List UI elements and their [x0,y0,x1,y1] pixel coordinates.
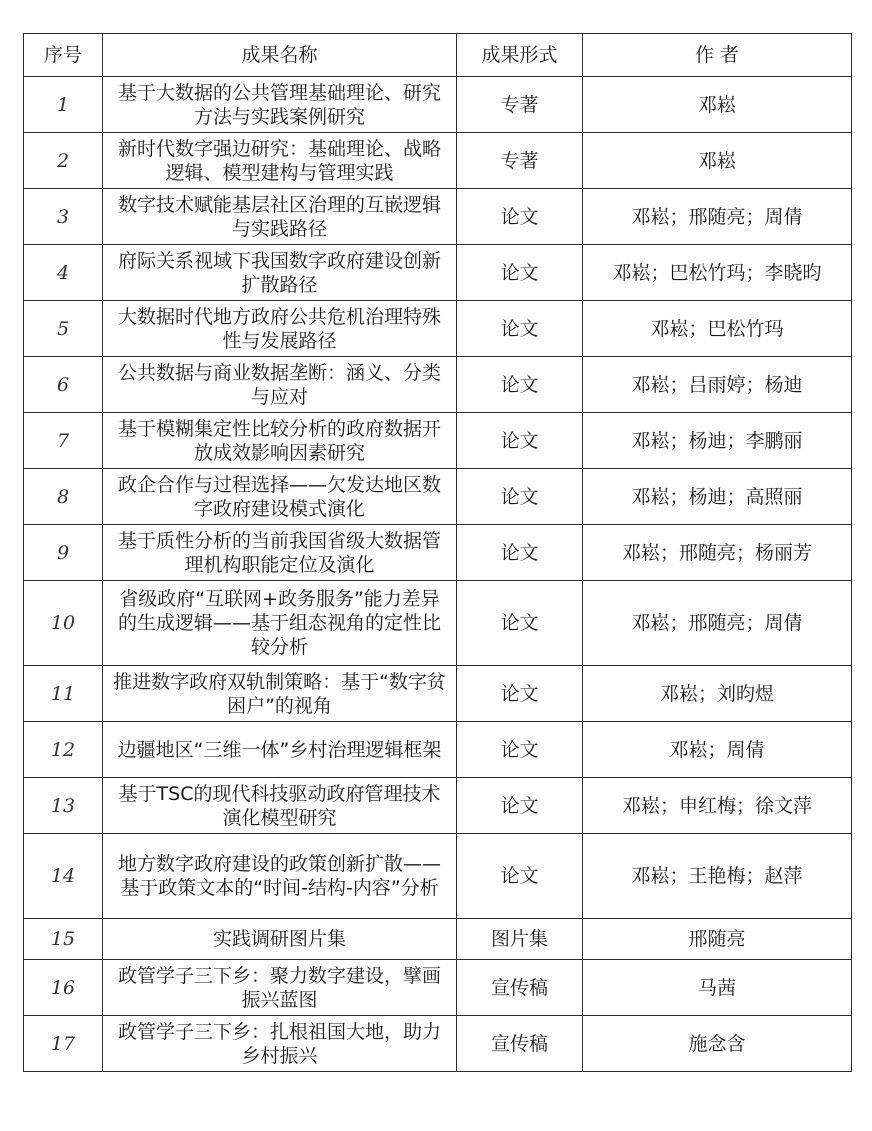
table-row [24,301,852,357]
table-row [24,919,852,960]
row-no: 8 [24,469,103,525]
row-type: 论文 [457,189,583,245]
row-title: 地方数字政府建设的政策创新扩散——基于政策文本的“时间-结构-内容”分析 [103,834,457,919]
row-no: 6 [24,357,103,413]
row-type: 论文 [457,357,583,413]
header-type: 成果形式 [457,34,583,77]
header-no: 序号 [24,34,103,77]
row-author: 邓崧；吕雨婷；杨迪 [583,357,852,413]
table-row [24,189,852,245]
row-no: 15 [24,919,103,960]
row-type: 论文 [457,722,583,778]
row-author: 邓崧；巴松竹玛；李晓昀 [583,245,852,301]
table-row [24,357,852,413]
row-title: 基于质性分析的当前我国省级大数据管理机构职能定位及演化 [103,525,457,581]
row-no: 1 [24,77,103,133]
row-type: 论文 [457,666,583,722]
row-no: 10 [24,581,103,666]
table-row [24,722,852,778]
row-author: 邓崧；杨迪；高照丽 [583,469,852,525]
row-type: 论文 [457,413,583,469]
table-row [24,581,852,666]
row-title: 数字技术赋能基层社区治理的互嵌逻辑与实践路径 [103,189,457,245]
row-title: 政企合作与过程选择——欠发达地区数字政府建设模式演化 [103,469,457,525]
row-type: 论文 [457,245,583,301]
header-title: 成果名称 [103,34,457,77]
row-author: 邓崧；周倩 [583,722,852,778]
row-title: 基于大数据的公共管理基础理论、研究方法与实践案例研究 [103,77,457,133]
row-type: 论文 [457,581,583,666]
row-title: 推进数字政府双轨制策略：基于“数字贫困户”的视角 [103,666,457,722]
row-no: 4 [24,245,103,301]
row-author: 邓崧；申红梅；徐文萍 [583,778,852,834]
row-type: 宣传稿 [457,960,583,1016]
results-table [23,33,852,1072]
row-title: 基于模糊集定性比较分析的政府数据开放成效影响因素研究 [103,413,457,469]
row-no: 11 [24,666,103,722]
row-type: 论文 [457,469,583,525]
row-author: 邓崧；邢随亮；杨丽芳 [583,525,852,581]
header-row [24,34,852,77]
row-title: 新时代数字强边研究：基础理论、战略逻辑、模型建构与管理实践 [103,133,457,189]
row-no: 17 [24,1016,103,1072]
row-type: 专著 [457,77,583,133]
row-title: 政管学子三下乡：聚力数字建设，擘画振兴蓝图 [103,960,457,1016]
row-no: 3 [24,189,103,245]
row-type: 论文 [457,778,583,834]
header-author: 作 者 [583,34,852,77]
row-type: 宣传稿 [457,1016,583,1072]
row-title: 大数据时代地方政府公共危机治理特殊性与发展路径 [103,301,457,357]
row-no: 9 [24,525,103,581]
row-type: 论文 [457,525,583,581]
row-no: 16 [24,960,103,1016]
row-title: 实践调研图片集 [103,919,457,960]
row-author: 马茜 [583,960,852,1016]
row-title: 边疆地区“三维一体”乡村治理逻辑框架 [103,722,457,778]
table-row [24,133,852,189]
row-type: 专著 [457,133,583,189]
row-title: 基于TSC的现代科技驱动政府管理技术演化模型研究 [103,778,457,834]
table-row [24,245,852,301]
row-no: 5 [24,301,103,357]
row-no: 2 [24,133,103,189]
row-title: 府际关系视域下我国数字政府建设创新扩散路径 [103,245,457,301]
row-no: 14 [24,834,103,919]
table-row [24,469,852,525]
row-no: 12 [24,722,103,778]
table-row [24,413,852,469]
row-author: 邓崧 [583,77,852,133]
row-title: 省级政府“互联网+政务服务”能力差异的生成逻辑——基于组态视角的定性比较分析 [103,581,457,666]
row-type: 图片集 [457,919,583,960]
row-title: 公共数据与商业数据垄断：涵义、分类与应对 [103,357,457,413]
table-row [24,960,852,1016]
row-author: 邓崧；邢随亮；周倩 [583,581,852,666]
row-author: 施念含 [583,1016,852,1072]
row-title: 政管学子三下乡：扎根祖国大地，助力乡村振兴 [103,1016,457,1072]
row-author: 邓崧；杨迪；李鹏丽 [583,413,852,469]
row-author: 邓崧；王艳梅；赵萍 [583,834,852,919]
table-row [24,1016,852,1072]
row-no: 13 [24,778,103,834]
row-type: 论文 [457,301,583,357]
row-no: 7 [24,413,103,469]
row-author: 邓崧 [583,133,852,189]
table-row [24,834,852,919]
row-author: 邓崧；巴松竹玛 [583,301,852,357]
row-author: 邢随亮 [583,919,852,960]
table-row [24,666,852,722]
row-author: 邓崧；邢随亮；周倩 [583,189,852,245]
table-row [24,525,852,581]
table-row [24,778,852,834]
table-row [24,77,852,133]
row-author: 邓崧；刘昀煜 [583,666,852,722]
row-type: 论文 [457,834,583,919]
